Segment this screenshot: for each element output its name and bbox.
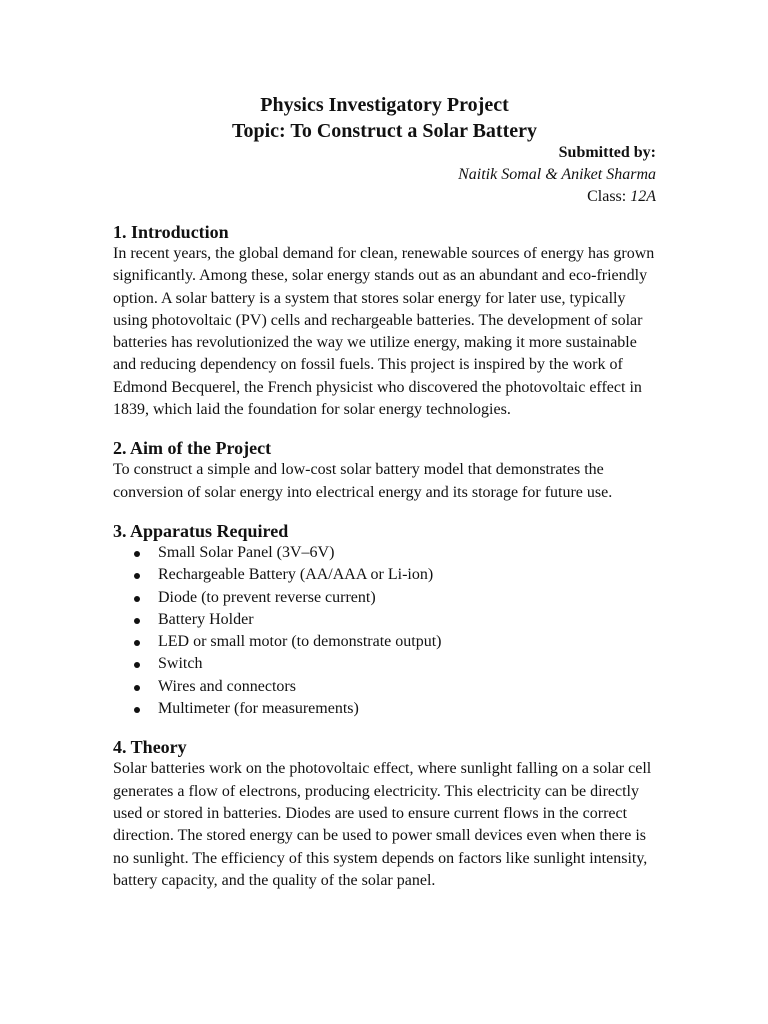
class-value: 12A [630, 188, 656, 205]
class-label: Class: [587, 188, 627, 205]
list-item: Wires and connectors [158, 676, 656, 698]
section-heading: 2. Aim of the Project [113, 438, 272, 459]
section-heading: 1. Introduction [113, 222, 229, 242]
class-line [113, 186, 656, 208]
document-page [113, 92, 656, 892]
submission-info [113, 142, 656, 208]
section-introduction [113, 221, 656, 421]
list-item: Multimeter (for measurements) [158, 698, 656, 720]
section-theory [113, 736, 656, 892]
section-heading: 3. Apparatus Required [113, 520, 289, 541]
list-item: Battery Holder [158, 609, 656, 631]
authors: Naitik Somal & Aniket Sharma [458, 166, 656, 183]
list-item: Diode (to prevent reverse current) [158, 587, 656, 609]
submitted-by-label: Submitted by: [558, 144, 656, 161]
list-item: Small Solar Panel (3V–6V) [158, 542, 656, 564]
section-body: To construct a simple and low-cost solar battery model that demonstrates the conversion of solar energy into electrical energy and its storage for future use. [113, 461, 613, 501]
list-item: Rechargeable Battery (AA/AAA or Li-ion) [158, 564, 656, 586]
title-block [113, 92, 656, 144]
section-body: Solar batteries work on the photovoltaic effect, where sunlight falling on a solar cell generates a flow of electrons, producing electricity. This electricity can be directly used or stored in batteries. Diodes are used to ensure current flows in the correct direction. The stored energy can be used to power small devices even when there is no sunlight. The efficiency of this system depends on factors like sunlight intensity, battery capacity, and the quality of the solar panel. [113, 760, 652, 889]
section-body: In recent years, the global demand for clean, renewable sources of energy has grown significantly. Among these, solar energy stands out as an abundant and eco-friendly option. A solar battery is a system that stores solar energy for later use, typically using photovoltaic (PV) cells and rechargeable batteries. The development of solar batteries has revolutionized the way we utilize energy, making it more sustainable and reducing dependency on fossil fuels. This project is inspired by the work of Edmond Becquerel, the French physicist who discovered the photovoltaic effect in 1839, which laid the foundation for solar energy technologies. [113, 245, 655, 419]
apparatus-list [113, 542, 656, 720]
section-heading: 4. Theory [113, 737, 187, 758]
document-title: Physics Investigatory Project [260, 94, 509, 116]
list-item: LED or small motor (to demonstrate output) [158, 631, 656, 653]
section-apparatus [113, 520, 656, 720]
document-topic: Topic: To Construct a Solar Battery [231, 120, 538, 142]
section-aim [113, 437, 656, 504]
list-item: Switch [158, 653, 656, 675]
